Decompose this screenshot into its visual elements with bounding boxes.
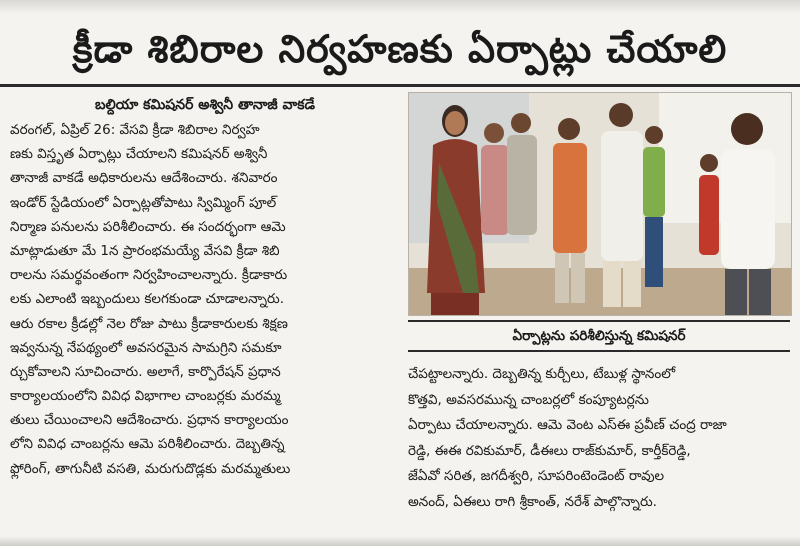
person-official-5 (643, 126, 665, 287)
page-top-edge (0, 0, 800, 14)
article-left-column (10, 118, 400, 528)
body-line: ణకు విస్తృత ఏర్పాట్లు చేయాలని కమిషనర్ అశ్వినీ (10, 146, 268, 163)
article-subheadline: బల్దియా కమిషనర్ అశ్వినీ తానాజీ వాకడే (95, 97, 315, 113)
body-line: లోని వివిధ చాంబర్లను ఆమె పరిశీలించారు. దెబ్బతిన్న (10, 436, 285, 453)
caption-rule-top (408, 320, 790, 322)
caption-rule-bottom (408, 350, 790, 352)
article-headline: క్రీడా శిబిరాల నిర్వహణకు ఏర్పాట్లు చేయాలి (72, 27, 728, 71)
body-line: జేఏవో సరిత, జగదీశ్వరి, సూపరింటెండెంట్ రావుల (408, 468, 665, 484)
article-photo (408, 92, 792, 316)
body-line: ఇవ్వనున్న నేపథ్యంలో అవసరమైన సామగ్రిని సమకూ (10, 339, 282, 356)
body-line: నిర్మాణ పనులను పరిశీలించారు. ఈ సందర్భంగా ఆమె (10, 218, 286, 235)
body-line: కొత్తవి, అవసరమున్న చాంబర్లలో కంప్యూటర్లను (408, 391, 649, 408)
page-bottom-edge (0, 536, 800, 546)
body-line: కార్యాలయంలోని వివిధ విభాగాల చాంబర్లకు మరమ్మ (10, 388, 281, 405)
body-line: లకు ఎలాంటి ఇబ్బందులు కలగకుండా చూడాలన్నారు. (10, 291, 285, 308)
article-right-column (408, 362, 790, 532)
body-line: రాలను సమర్థవంతంగా నిర్వహించాలన్నారు. క్రీడాకారు (10, 267, 288, 284)
headline-rule (0, 84, 800, 87)
body-line: ఇండోర్ స్టేడియంలో ఏర్పాట్లతోపాటు స్విమ్మింగ్ పూల్ (10, 194, 277, 211)
body-line: తులు చేయించాలని ఆదేశించారు. ప్రధాన కార్యాలయం (10, 412, 289, 429)
body-line: మాట్లాడుతూ మే 1న ప్రారంభమయ్యే వేసవి క్రీడా శిబి (10, 242, 280, 259)
body-line: తానాజీ వాకడే అధికారులను ఆదేశించారు. శనివారం (10, 170, 278, 187)
body-line: ఏర్పాటు చేయాలన్నారు. ఆమె వెంట ఎస్ఈ ప్రవీణ్ చంద్ర రాజా (408, 417, 727, 433)
body-line: రెడ్డి, ఈఈ రవికుమార్, డీఈలు రాజ్‌కుమార్, కార్తీక్‌రెడ్డి, (408, 442, 691, 459)
body-line: వరంగల్, ఏప్రిల్ 26: వేసవి క్రీడా శిబిరాల నిర్వహ (10, 122, 260, 138)
body-line: చేపట్టాలన్నారు. దెబ్బతిన్న కుర్చీలు, టేబుళ్ల స్థానంలో (408, 366, 676, 382)
photo-caption: ఏర్పాట్లను పరిశీలిస్తున్న కమిషనర్ (512, 328, 686, 344)
body-line: ఫ్లోరింగ్, తాగునీటి వసతి, మరుగుదొడ్లకు మరమ్మతులు (10, 460, 291, 477)
body-line: ఆరు రకాల క్రీడల్లో నెల రోజు పాటు క్రీడాకారులకు శిక్షణ (10, 315, 288, 332)
photo-illustration (409, 93, 791, 315)
body-line: ర్చుకోవాలని సూచించారు. అలాగే, కార్పొరేషన్ ప్రధాన (10, 363, 281, 380)
body-line: అనంద్, ఏఈలు రాగి శ్రీకాంత్, నరేశ్ పాల్గొన్నారు. (408, 493, 657, 510)
